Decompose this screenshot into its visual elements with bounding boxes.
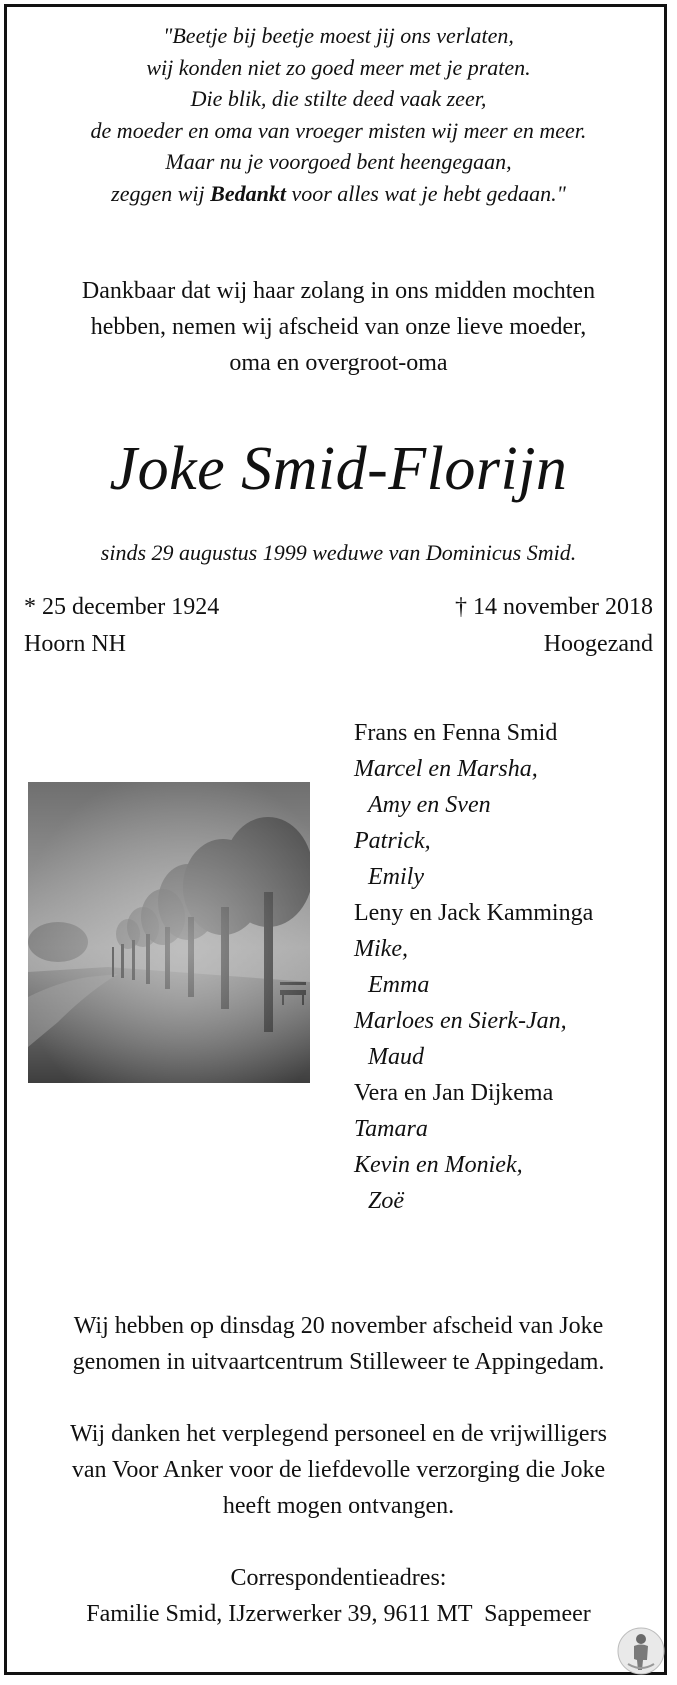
family-member: Zoë [368, 1188, 404, 1214]
poem [0, 20, 677, 209]
poem-text: voor alles wat je hebt gedaan." [285, 180, 566, 206]
poem-line: Maar nu je voorgoed bent heengegaan, [165, 149, 512, 174]
family-member: Marloes en Sierk-Jan, [354, 1008, 567, 1034]
poem-line: "Beetje bij beetje moest jij ons verlaten, [163, 23, 514, 48]
family-member: Maud [368, 1044, 424, 1070]
family-list [354, 715, 593, 1219]
birth-place: Hoorn NH [24, 631, 126, 657]
family-member: Vera en Jan Dijkema [354, 1080, 554, 1106]
thanks-line: heeft mogen ontvangen. [222, 1493, 455, 1519]
funeral-line: genomen in uitvaartcentrum Stilleweer te Appingedam. [72, 1349, 605, 1375]
intro-line: hebben, nemen wij afscheid van onze lieve moeder, [90, 314, 587, 340]
figure-emblem-icon [616, 1626, 666, 1676]
poem-line [0, 178, 677, 210]
family-member: Emily [368, 864, 424, 890]
death-place: Hoogezand [543, 631, 653, 657]
poem-line: wij konden niet zo goed meer met je praten. [146, 54, 531, 80]
foggy-tree-lane-photo [28, 782, 310, 1083]
family-member: Tamara [354, 1116, 428, 1142]
thanks-line: Wij danken het verplegend personeel en de vrijwilligers [70, 1421, 607, 1447]
correspondence-label: Correspondentieadres: [230, 1565, 447, 1591]
family-member: Kevin en Moniek, [354, 1152, 523, 1178]
birth-date: * 25 december 1924 [24, 594, 220, 620]
funeral-line: Wij hebben op dinsdag 20 november afscheid van Joke [73, 1313, 604, 1339]
thanks-line: van Voor Anker voor de liefdevolle verzorging die Joke [71, 1457, 606, 1483]
family-member: Mike, [354, 936, 408, 962]
funeral-text [0, 1308, 677, 1380]
correspondence [0, 1560, 677, 1632]
family-member: Marcel en Marsha, [354, 756, 538, 782]
deceased-name: Joke Smid-Florijn [109, 435, 568, 503]
death-info [455, 589, 653, 663]
birth-info [24, 589, 219, 663]
intro-line: Dankbaar dat wij haar zolang in ons midden mochten [81, 278, 596, 304]
family-member: Frans en Fenna Smid [354, 720, 558, 746]
poem-bold-word: Bedankt [210, 180, 286, 206]
intro-text [0, 273, 677, 381]
poem-line: de moeder en oma van vroeger misten wij meer en meer. [90, 117, 587, 143]
poem-line: Die blik, die stilte deed vaak zeer, [190, 86, 487, 111]
family-member: Leny en Jack Kamminga [354, 900, 594, 926]
poem-text: zeggen wij [111, 180, 211, 206]
death-date: † 14 november 2018 [455, 594, 653, 620]
intro-line: oma en overgroot-oma [229, 350, 448, 376]
family-member: Amy en Sven [368, 792, 491, 818]
family-member: Patrick, [354, 828, 431, 854]
correspondence-address: Familie Smid, IJzerwerker 39, 9611 MT Sappemeer [86, 1601, 591, 1627]
widow-line: sinds 29 augustus 1999 weduwe van Dominicus Smid. [100, 540, 577, 565]
family-member: Emma [368, 972, 430, 998]
thanks-text [0, 1416, 677, 1524]
